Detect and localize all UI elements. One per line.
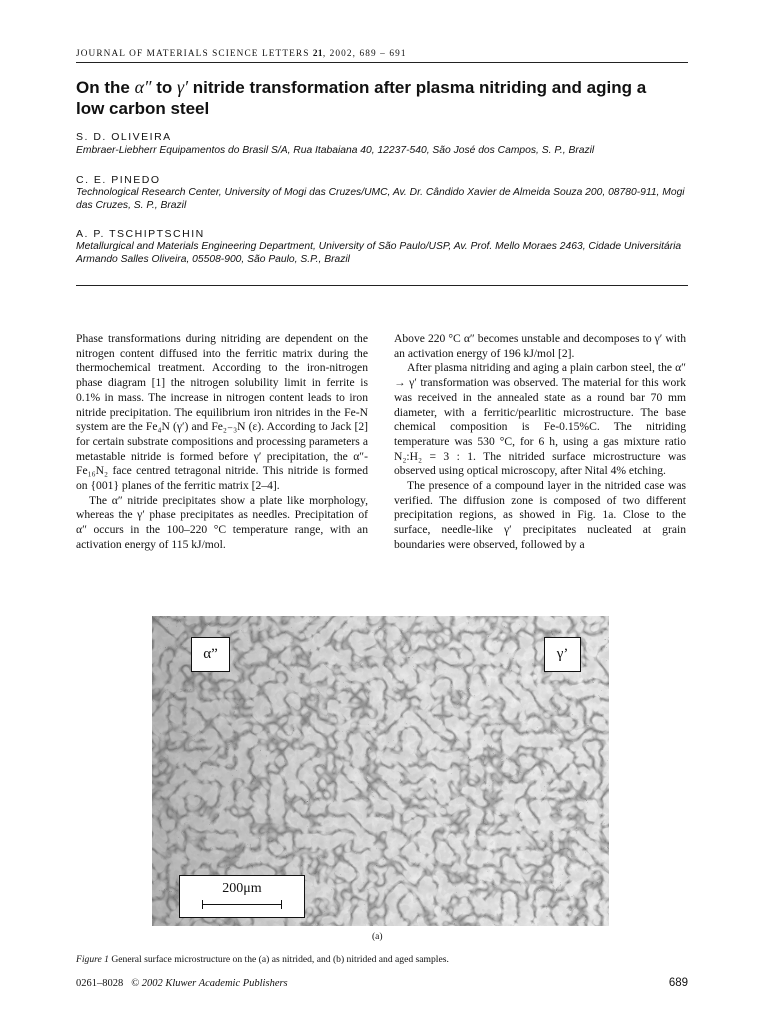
alpha-phase-label: α” (191, 637, 230, 672)
author-affiliation: Embraer-Liebherr Equipamentos do Brasil S/A, Rua Itabaiana 40, 12237-540, São José dos Campos, S. P., Brazil (76, 145, 595, 156)
author-affiliation: Metallurgical and Materials Engineering Department, University of São Paulo/USP, Av. Prof. Mello Moraes 2463, Cidade Universitária Armando Salles Oliveira, 05508-900, São Paulo, S.P., Brazil (76, 241, 682, 265)
journal-header: JOURNAL OF MATERIALS SCIENCE LETTERS 21, 2002, 689 – 691 (76, 49, 407, 59)
article-title: On the α″ to γ′ nitride transformation after plasma nitriding and aging a low carbon steel (76, 77, 647, 118)
page-number: 689 (668, 977, 688, 989)
body-paragraph: After plasma nitriding and aging a plain carbon steel, the α″ → γ′ transformation was observed. The material for this work was received in the annealed state as a round bar 70 mm diameter, with a ferritic/pearlitic microstructure. The base chemical composition is Fe-0.15%C. The nitriding temperature was 530 °C, for 6 h, using a gas mixture ratio N₂:H₂ = 3 : 1. The nitrided surface microstructure was observed using optical microscopy, after Nital 4% etching. (394, 361, 686, 478)
footer-publisher: 0261–8028 © 2002 Kluwer Academic Publishers (76, 978, 288, 989)
author-name: S. D. OLIVEIRA (76, 131, 172, 143)
figure-subcaption: (a) (372, 932, 383, 942)
header-rule (76, 62, 688, 63)
body-paragraph: The presence of a compound layer in the nitrided case was verified. The diffusion zone is composed of two different precipitation regions, as showed in Fig. 1a. Close to the surface, needle-like γ′ precipitates nucleated at grain boundaries were observed, followed by a (394, 479, 686, 551)
body-column-left (76, 332, 368, 553)
scale-bar-label: 200μm (222, 881, 262, 896)
title-block-rule (76, 285, 688, 286)
body-column-right (394, 332, 686, 553)
body-paragraph: The α″ nitride precipitates show a plate like morphology, whereas the γ′ phase precipitates as needles. Precipitation of α″ occurs in the 100–220 °C temperature range, with an activation energy of 115 kJ/mol. (76, 493, 368, 551)
author-affiliation: Technological Research Center, University of Mogi das Cruzes/UMC, Av. Dr. Cândido Xavier de Almeida Souza 200, 08780-911, Mogi das Cruzes, S. P., Brazil (76, 187, 685, 211)
scale-bar (202, 904, 282, 905)
author-name: A. P. TSCHIPTSCHIN (76, 228, 205, 240)
gamma-phase-label: γ’ (544, 637, 581, 672)
scale-bar-box (179, 875, 305, 918)
author-name: C. E. PINEDO (76, 174, 161, 186)
body-paragraph: Phase transformations during nitriding are dependent on the nitrogen content diffused into the ferritic matrix during the thermochemical treatment. According to the iron-nitrogen phase diagram [1] the nitrogen solubility limit in ferrite is 0.1% in mass. The increase in nitrogen content leads to iron nitride precipitation. The equilibrium iron nitrides in the Fe-N system are the Fe₄N (γ′) and Fe₂₋₃N (ε). According to Jack [2] for certain substrate compositions and processing parameters a metastable nitride is formed before γ′ precipitation, the α″-Fe₁₆N₂ face centred tetragonal nitride. This nitride is formed on {001} planes of the ferritic matrix [2–4]. (76, 332, 368, 493)
figure-caption: Figure 1 General surface microstructure on the (a) as nitrided, and (b) nitrided and aged samples. (76, 954, 449, 965)
body-paragraph: Above 220 °C α″ becomes unstable and decomposes to γ′ with an activation energy of 196 kJ/mol [2]. (394, 332, 686, 360)
